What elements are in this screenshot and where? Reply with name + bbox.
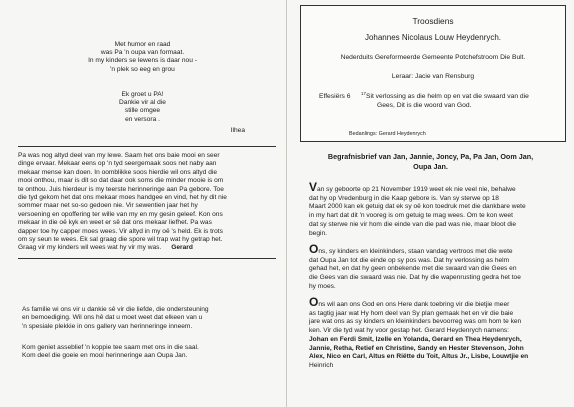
bio-line: Maart 2000 kan ek getuig dat ek sy oë kon toedruk met die dankbare wete <box>309 203 526 211</box>
drop-cap: V <box>309 180 318 194</box>
verse-reference: Effesiërs 6 <box>319 93 351 101</box>
drop-cap: O <box>309 295 319 309</box>
closing-line: Kom geniet asseblief 'n koppie tee saam met ons in die saal. <box>22 344 199 351</box>
verse-number: 17 <box>361 91 367 96</box>
poem-signature: Ilhea <box>230 126 245 134</box>
church-name: Nederduits Gereformeerde Gemeente Potchefstroom Die Bult. <box>340 54 526 61</box>
poem-line: Met humor en raad <box>114 41 171 48</box>
bio-line <box>309 296 567 310</box>
poem-line: en versora . <box>125 115 160 123</box>
tribute-line: dinge ervaar. Mekaar eens op 'n tyd seergemaak soos net naby aan <box>18 160 217 168</box>
closing-text <box>22 344 199 361</box>
bio-paragraph <box>309 181 567 238</box>
verse-line: Sit verlossing as die helm op en vat die swaard van die <box>366 93 529 101</box>
bio-line: in my hart dat dit 'n vooreg is om getuig te mag wees. Om te kon weet <box>309 212 513 220</box>
service-title: Troosdiens <box>412 16 454 26</box>
divider <box>18 258 276 259</box>
bio-line: Alex, Nico en Carl, Altus en Riëtte du Toit, Altus Jr., Lisbe, Louwtjie en <box>309 353 529 361</box>
tribute-text <box>18 152 227 253</box>
minister: Leraar: Jacie van Rensburg <box>391 73 475 80</box>
bio-line: dat Oupa Jan tot die einde op sy pos was. Dat hy verlossing as helm <box>309 256 510 264</box>
bio-line: Heinrich <box>309 361 334 369</box>
bio-paragraph <box>309 243 567 292</box>
bio-paragraph <box>309 296 567 371</box>
poem-top <box>40 41 245 74</box>
bio-line: ken. Vir die tyd wat hy voor gestap het. Gerard Heydenrych namens: <box>309 327 509 335</box>
poem-line: stille omgee <box>124 107 161 115</box>
poem-line: was Pa 'n oupa van formaat. <box>100 49 185 57</box>
bio-line: die Gees van die swaard was nie. Dat hy die wapenrusting gedra het toe <box>309 274 521 282</box>
thanks-text <box>22 306 209 331</box>
right-page <box>287 0 574 407</box>
divider <box>18 146 276 147</box>
poem-line: Dankie vir al die <box>119 99 166 107</box>
tribute-last-line: Graag vir my kinders wil wees wat hy vir my was. <box>18 244 162 252</box>
bio-heading-line: Begrafnisbrief van Jan, Jannie, Joncy, Pa, Pa Jan, Oom Jan, <box>327 152 534 161</box>
bio-line-text: ns wil aan ons God en ons Here dank toebring vir die bietjie meer <box>318 301 510 308</box>
bio-line: Jannie, Retha, Retief en Christine, Sandy en Hester Stevenson, John <box>309 344 524 352</box>
deceased-name: Johannes Nicolaus Louw Heydenrych. <box>364 33 502 42</box>
bio-line <box>309 243 567 257</box>
tribute-line: die tyd gekom het dat ons mekaar moes handgee en vind, het hy dit nie <box>18 194 227 202</box>
bio-line: as tagtig jaar wat Hy hom deel van Sy plan gemaak het en vir die baie <box>309 309 514 317</box>
scripture-verse <box>319 89 553 110</box>
bio-heading <box>287 152 574 172</box>
tribute-line: mekaar in die oë kyk en weet er sê dat ons mekaar liefhet. Pa was <box>18 219 212 227</box>
poem-bottom <box>40 91 245 135</box>
bio-line: begin. <box>309 229 327 237</box>
tribute-line: versoening en opoffering ter wille van my en my gesin geleef. Kon ons <box>18 210 223 218</box>
tribute-line: sommer maar net so-so gedoen nie. Vir sewentien jaar het hy <box>18 202 198 210</box>
closing-line: Kom deel die goeie en mooi herinneringe aan Oupa Jan. <box>22 352 188 360</box>
verse-line: Gees, Dit is die woord van God. <box>377 102 472 110</box>
tribute-line: mekaar mense kan doen. In oomblikke soos hierdie wil ons altyd die <box>18 168 218 176</box>
tribute-signature: Gerard <box>171 244 193 252</box>
bio-line: jare wat ons as sy kinders en kleinkinders bevoorreg was om hom te ken <box>309 318 522 326</box>
tribute-line: om sy seun te wees. Ek sal graag die spore wil trap wat hy getrap het. <box>18 236 223 244</box>
bio-heading-line: Oupa Jan. <box>413 162 448 171</box>
bio-line: dat hy op Vredenburg in die Kaap gebore is. Van sy sterwe op 18 <box>309 194 499 202</box>
service-box <box>300 5 566 142</box>
bio-line: gehad het, en dat hy geen onbekende met die swaard van die Gees en <box>309 265 517 273</box>
arrangements: Bedanlings: Gerard Heydenrych <box>349 131 426 137</box>
tribute-line: mooi onthou, maar is dit so dat daar ook soms die minder mooie is om <box>18 177 224 185</box>
bio-line: Johan en Ferdi Smit, Izelle en Yolanda, Gerard en Thea Heydenrych, <box>309 335 522 343</box>
thanks-line: As familie wi ons vir u dankie sê vir die liefde, die ondersteuning <box>22 306 209 313</box>
bio-line: hy moes. <box>309 282 336 290</box>
tribute-line: dapper toe hy capper moes wees. Vir altyd in my oë 's held. Ek is trots <box>18 227 223 235</box>
poem-line: In my kinders se lewens is daar nou - <box>88 57 197 65</box>
bio-line <box>309 181 567 195</box>
tribute-line: Pa was nog altyd deel van my lewe. Saam het ons baie mooi en seer <box>18 152 220 159</box>
poem-line: 'n plek so eeg en grou <box>110 65 175 73</box>
thanks-line: 'n spesiale plekkie in ons gallery van herinneringe inneem. <box>22 322 193 330</box>
thanks-line: en bemoediging. Wil ons hê dat u moet weet dat elkeen van u <box>22 314 203 322</box>
bio-line-text: an sy geboorte op 21 November 1919 weet ek nie veel nie, behalwe <box>317 186 516 193</box>
bio-line-text: ns, sy kinders en kleinkinders, staan vandag vertroos met die wete <box>318 248 513 255</box>
tribute-line <box>18 244 227 252</box>
poem-line: Ek groet u PA! <box>121 91 164 98</box>
drop-cap: O <box>309 242 319 256</box>
bio-line: dat sy sterwe nie vir hom die einde van die pad was nie, maar bloot die <box>309 220 517 228</box>
tribute-line: te onthou. Juis hierdeur is my teerste herinneringe aan Pa gebore. Toe <box>18 185 224 193</box>
